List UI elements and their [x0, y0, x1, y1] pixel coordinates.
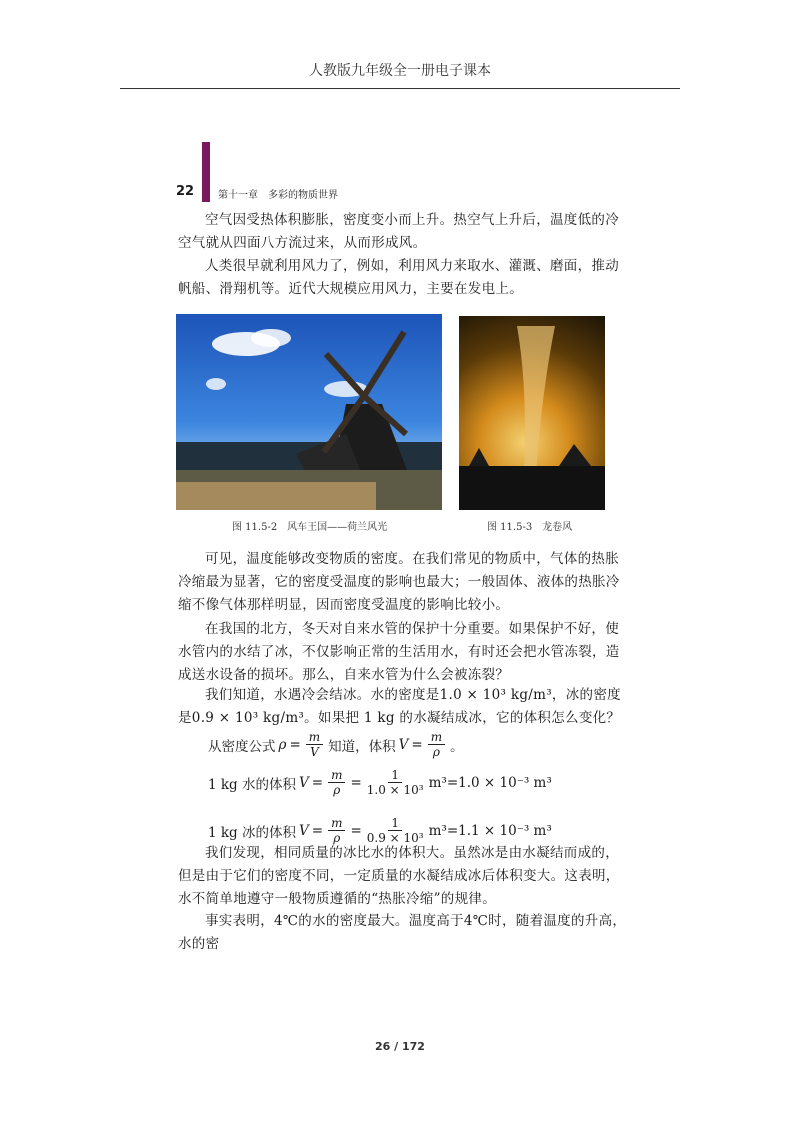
formula-text: 。	[450, 739, 464, 755]
paragraph-density-temperature: 可见，温度能够改变物质的密度。在我们常见的物质中，气体的热胀冷缩最为显著，它的密度受温度的影响也最大；一般固体、液体的热胀冷缩不像气体那样明显，因而密度受温度的影响比较小。	[178, 551, 620, 613]
fraction	[367, 768, 424, 798]
fraction-numerator: m	[428, 730, 445, 745]
formula-text: 知道，体积	[328, 739, 396, 755]
fraction-denominator: ρ	[432, 745, 440, 759]
formula-operator: =	[311, 775, 324, 791]
tornado-illustration	[459, 316, 605, 510]
document-header-title: 人教版九年级全一册电子课本	[309, 63, 491, 79]
chapter-accent-bar	[202, 142, 210, 202]
water-volume-formula	[208, 768, 552, 798]
paragraph-max-density: 事实表明，4℃的水的密度最大。温度高于4℃时，随着温度的升高，水的密	[178, 913, 627, 952]
paragraph-ice-density: 我们知道，水遇冷会结冰。水的密度是1.0 × 10³ kg/m³，冰的密度是0.9 × 10³ kg/m³。如果把 1 kg 的水凝结成冰，它的体积怎么变化？	[178, 687, 621, 726]
paragraph-hot-air: 空气因受热体积膨胀，密度变小而上升。热空气上升后，温度低的冷空气就从四面八方流过来，从而形成风。	[178, 212, 619, 251]
formula-result: m³=1.0 × 10⁻³ m³	[428, 775, 552, 791]
header-rule	[120, 88, 680, 89]
windmill-photo	[176, 314, 442, 510]
fraction-numerator: 1	[388, 768, 402, 783]
fraction-numerator: m	[328, 816, 345, 831]
tornado-photo	[459, 316, 605, 510]
fraction	[428, 730, 445, 760]
formula-operator: =	[350, 823, 362, 839]
fraction-denominator: V	[310, 745, 319, 759]
paragraph-water-pipes: 在我国的北方，冬天对自来水管的保护十分重要。如果保护不好，使水管内的水结了冰，不仅影响正常的生活用水，有时还会把水管冻裂，造成送水设备的损坏。那么，自来水管为什么会被冻裂？	[178, 621, 620, 683]
chapter-title: 第十一章 多彩的物质世界	[218, 190, 338, 201]
fraction-denominator: 1.0 × 10³	[366, 783, 424, 797]
fraction-numerator: m	[328, 768, 345, 783]
windmill-illustration	[176, 314, 442, 510]
tornado-caption: 图 11.5-3 龙卷风	[487, 522, 573, 533]
fraction-denominator: 0.9 × 10³	[366, 831, 424, 845]
fraction-denominator: ρ	[333, 783, 341, 797]
formula-symbol: V	[299, 823, 309, 839]
formula-symbol: ρ	[278, 737, 287, 753]
density-formula-line	[208, 730, 464, 760]
formula-text: 1 kg 水的体积	[208, 777, 296, 793]
formula-operator: =	[289, 737, 301, 753]
page-number: 22	[176, 184, 195, 199]
formula-result: m³=1.1 × 10⁻³ m³	[428, 823, 552, 839]
formula-operator: =	[311, 823, 324, 839]
formula-text: 1 kg 冰的体积	[208, 825, 296, 841]
fraction	[306, 730, 323, 760]
formula-operator: =	[350, 775, 362, 791]
formula-symbol: V	[299, 775, 309, 791]
page-indicator: 26 / 172	[375, 1040, 425, 1053]
fraction	[328, 768, 345, 798]
fraction-denominator: ρ	[333, 831, 341, 845]
fraction-numerator: 1	[388, 816, 402, 831]
paragraph-ice-expansion: 我们发现，相同质量的冰比水的体积大。虽然冰是由水凝结而成的，但是由于它们的密度不同，一定质量的水凝结成冰后体积变大。这表明，水不简单地遵守一般物质遵循的“热胀冷缩”的规律。	[178, 845, 620, 907]
formula-text: 从密度公式	[208, 739, 276, 755]
paragraph-wind-use: 人类很早就利用风力了，例如，利用风力来取水、灌溉、磨面，推动帆船、滑翔机等。近代大规模应用风力，主要在发电上。	[178, 258, 619, 297]
formula-operator: =	[411, 737, 423, 753]
windmill-caption: 图 11.5-2 风车王国——荷兰风光	[232, 522, 388, 533]
fraction-numerator: m	[306, 730, 323, 745]
formula-symbol: V	[398, 737, 409, 753]
